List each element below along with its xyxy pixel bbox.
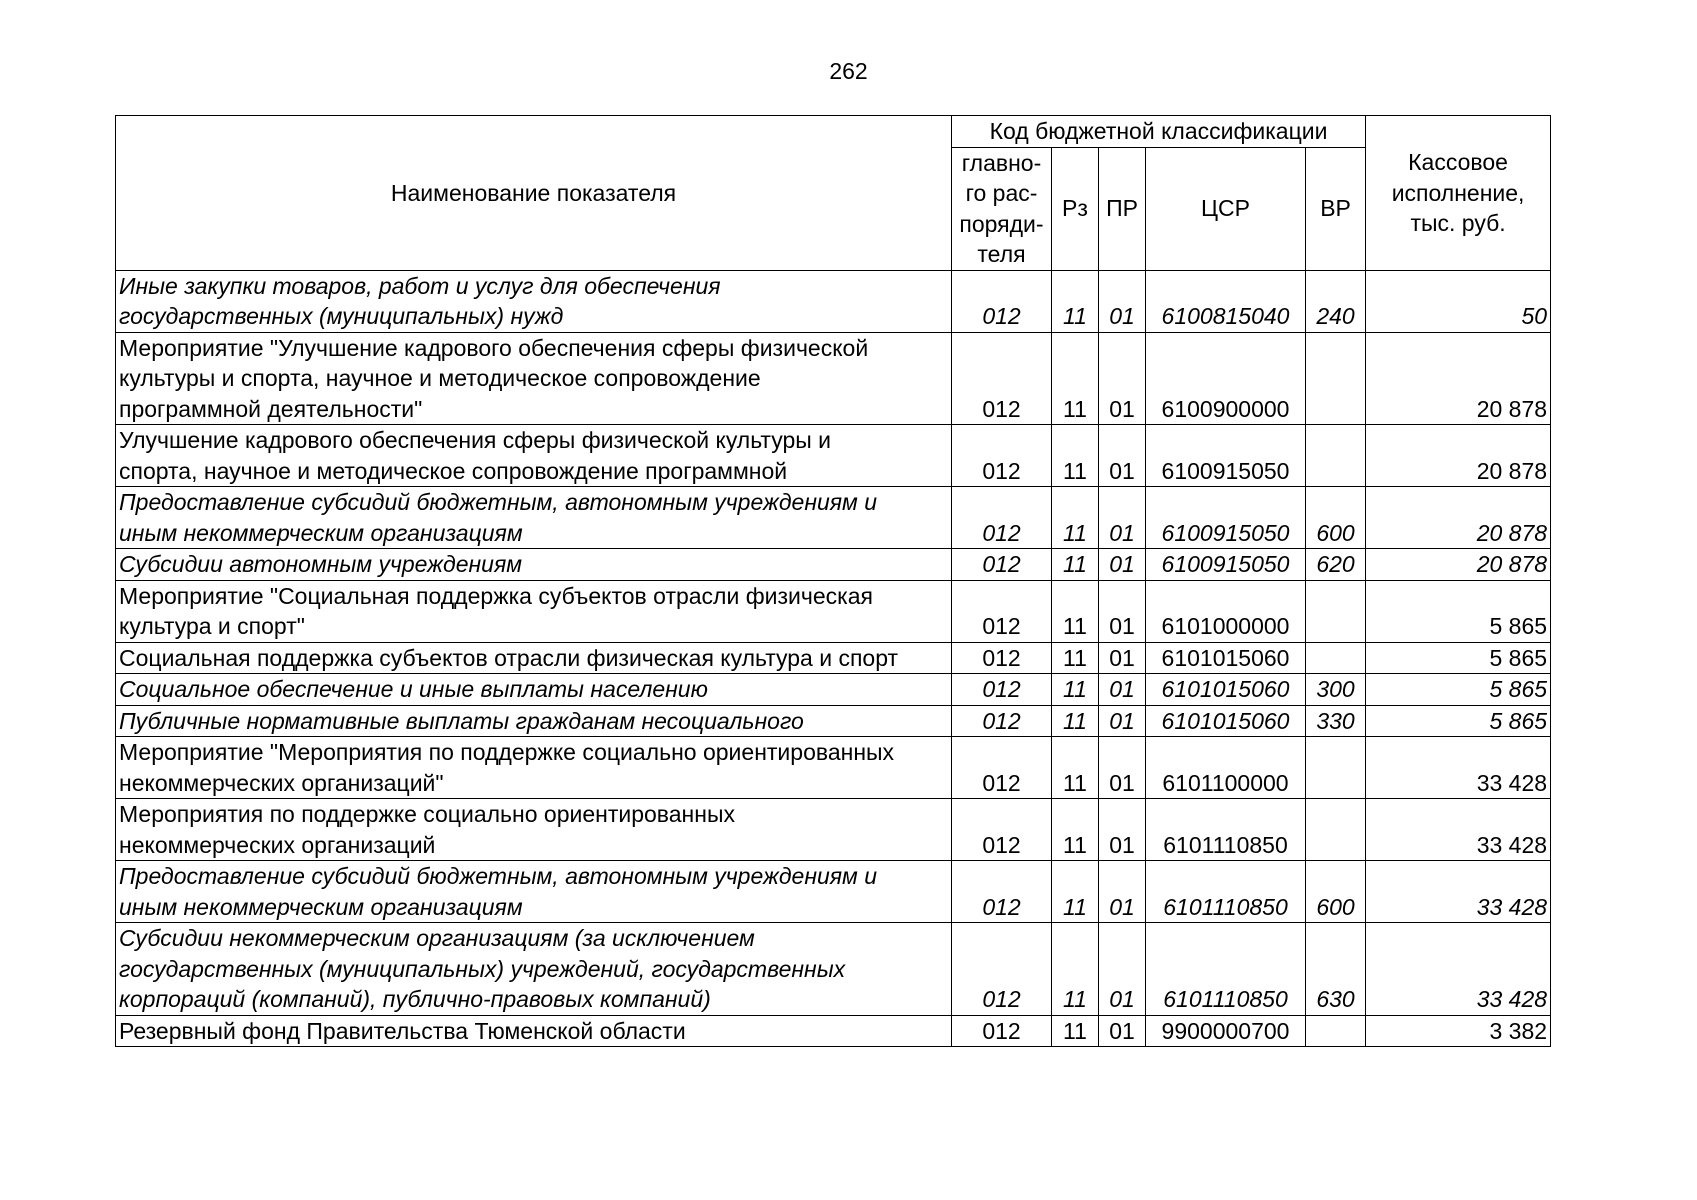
row-csr-code: 6101100000 <box>1146 737 1306 799</box>
table-row <box>116 1015 1551 1047</box>
row-rz-code: 11 <box>1052 737 1099 799</box>
row-vr-code <box>1306 799 1366 861</box>
row-name: Мероприятие "Улучшение кадрового обеспечения сферы физической культуры и спорта, научное и методическое сопровождение программной деятельности" <box>116 332 952 425</box>
table-row <box>116 549 1551 581</box>
header-sum: Кассовое исполнение, тыс. руб. <box>1366 116 1551 271</box>
row-gr-code: 012 <box>952 861 1052 923</box>
table-row <box>116 580 1551 642</box>
table-row <box>116 861 1551 923</box>
table-row <box>116 332 1551 425</box>
row-vr-code: 300 <box>1306 674 1366 706</box>
row-rz-code: 11 <box>1052 674 1099 706</box>
row-vr-code: 600 <box>1306 487 1366 549</box>
row-gr-code: 012 <box>952 487 1052 549</box>
row-name: Субсидии некоммерческим организациям (за исключением государственных (муниципальных) учреждений, государственных корпораций (компаний), публично-правовых компаний) <box>116 923 952 1016</box>
row-rz-code: 11 <box>1052 425 1099 487</box>
table-row <box>116 270 1551 332</box>
row-gr-code: 012 <box>952 674 1052 706</box>
row-vr-code: 630 <box>1306 923 1366 1016</box>
row-name: Предоставление субсидий бюджетным, автономным учреждениям и иным некоммерческим организациям <box>116 861 952 923</box>
row-pr-code: 01 <box>1099 737 1146 799</box>
row-vr-code: 600 <box>1306 861 1366 923</box>
row-csr-code: 6101015060 <box>1146 674 1306 706</box>
row-csr-code: 6101110850 <box>1146 799 1306 861</box>
row-sum: 5 865 <box>1366 580 1551 642</box>
row-sum: 33 428 <box>1366 923 1551 1016</box>
row-vr-code: 240 <box>1306 270 1366 332</box>
row-pr-code: 01 <box>1099 799 1146 861</box>
row-csr-code: 6101000000 <box>1146 580 1306 642</box>
table-body <box>116 270 1551 1047</box>
row-rz-code: 11 <box>1052 705 1099 737</box>
row-vr-code <box>1306 1015 1366 1047</box>
row-pr-code: 01 <box>1099 487 1146 549</box>
row-pr-code: 01 <box>1099 549 1146 581</box>
row-name: Социальная поддержка субъектов отрасли физическая культура и спорт <box>116 642 952 674</box>
row-pr-code: 01 <box>1099 332 1146 425</box>
row-sum: 5 865 <box>1366 642 1551 674</box>
row-pr-code: 01 <box>1099 1015 1146 1047</box>
row-csr-code: 6100915050 <box>1146 549 1306 581</box>
row-csr-code: 6100900000 <box>1146 332 1306 425</box>
row-vr-code <box>1306 425 1366 487</box>
row-rz-code: 11 <box>1052 332 1099 425</box>
row-gr-code: 012 <box>952 580 1052 642</box>
row-csr-code: 6100915050 <box>1146 425 1306 487</box>
page-number: 262 <box>829 58 868 84</box>
row-vr-code <box>1306 642 1366 674</box>
row-gr-code: 012 <box>952 425 1052 487</box>
row-gr-code: 012 <box>952 799 1052 861</box>
header-rz: Рз <box>1052 147 1099 270</box>
row-gr-code: 012 <box>952 923 1052 1016</box>
row-rz-code: 11 <box>1052 549 1099 581</box>
row-vr-code <box>1306 737 1366 799</box>
header-gr: главно- го рас- поряди- теля <box>952 147 1052 270</box>
row-rz-code: 11 <box>1052 1015 1099 1047</box>
header-vr: ВР <box>1306 147 1366 270</box>
row-sum: 5 865 <box>1366 674 1551 706</box>
row-name: Улучшение кадрового обеспечения сферы физической культуры и спорта, научное и методическое сопровождение программной <box>116 425 952 487</box>
row-gr-code: 012 <box>952 1015 1052 1047</box>
row-name: Мероприятие "Социальная поддержка субъектов отрасли физическая культура и спорт" <box>116 580 952 642</box>
row-name: Публичные нормативные выплаты гражданам несоциального <box>116 705 952 737</box>
row-pr-code: 01 <box>1099 674 1146 706</box>
row-name: Резервный фонд Правительства Тюменской области <box>116 1015 952 1047</box>
table-row <box>116 425 1551 487</box>
row-sum: 33 428 <box>1366 861 1551 923</box>
header-code-group: Код бюджетной классификации <box>952 116 1366 148</box>
table-row <box>116 799 1551 861</box>
row-csr-code: 9900000700 <box>1146 1015 1306 1047</box>
row-rz-code: 11 <box>1052 580 1099 642</box>
row-sum: 33 428 <box>1366 737 1551 799</box>
row-gr-code: 012 <box>952 705 1052 737</box>
row-rz-code: 11 <box>1052 487 1099 549</box>
table-row <box>116 737 1551 799</box>
row-gr-code: 012 <box>952 332 1052 425</box>
row-pr-code: 01 <box>1099 705 1146 737</box>
row-name: Предоставление субсидий бюджетным, автономным учреждениям и иным некоммерческим организациям <box>116 487 952 549</box>
row-gr-code: 012 <box>952 270 1052 332</box>
row-sum: 3 382 <box>1366 1015 1551 1047</box>
row-rz-code: 11 <box>1052 799 1099 861</box>
row-sum: 20 878 <box>1366 332 1551 425</box>
table-row <box>116 642 1551 674</box>
row-gr-code: 012 <box>952 549 1052 581</box>
row-pr-code: 01 <box>1099 425 1146 487</box>
row-csr-code: 6100815040 <box>1146 270 1306 332</box>
row-sum: 20 878 <box>1366 425 1551 487</box>
table-row <box>116 705 1551 737</box>
header-csr: ЦСР <box>1146 147 1306 270</box>
row-sum: 20 878 <box>1366 487 1551 549</box>
row-name: Мероприятия по поддержке социально ориентированных некоммерческих организаций <box>116 799 952 861</box>
row-csr-code: 6101015060 <box>1146 705 1306 737</box>
row-csr-code: 6101110850 <box>1146 923 1306 1016</box>
row-pr-code: 01 <box>1099 580 1146 642</box>
row-rz-code: 11 <box>1052 923 1099 1016</box>
row-vr-code: 330 <box>1306 705 1366 737</box>
row-rz-code: 11 <box>1052 642 1099 674</box>
table-row <box>116 674 1551 706</box>
table-row <box>116 923 1551 1016</box>
header-name: Наименование показателя <box>116 116 952 271</box>
row-pr-code: 01 <box>1099 270 1146 332</box>
row-pr-code: 01 <box>1099 923 1146 1016</box>
row-csr-code: 6100915050 <box>1146 487 1306 549</box>
row-vr-code: 620 <box>1306 549 1366 581</box>
row-pr-code: 01 <box>1099 861 1146 923</box>
row-sum: 20 878 <box>1366 549 1551 581</box>
header-pr: ПР <box>1099 147 1146 270</box>
row-csr-code: 6101015060 <box>1146 642 1306 674</box>
row-pr-code: 01 <box>1099 642 1146 674</box>
row-gr-code: 012 <box>952 642 1052 674</box>
row-name: Иные закупки товаров, работ и услуг для обеспечения государственных (муниципальных) нужд <box>116 270 952 332</box>
row-csr-code: 6101110850 <box>1146 861 1306 923</box>
row-vr-code <box>1306 580 1366 642</box>
row-vr-code <box>1306 332 1366 425</box>
budget-table <box>115 115 1551 1047</box>
row-sum: 33 428 <box>1366 799 1551 861</box>
row-name: Субсидии автономным учреждениям <box>116 549 952 581</box>
row-gr-code: 012 <box>952 737 1052 799</box>
row-sum: 50 <box>1366 270 1551 332</box>
row-rz-code: 11 <box>1052 270 1099 332</box>
table-header <box>116 116 1551 271</box>
row-name: Мероприятие "Мероприятия по поддержке социально ориентированных некоммерческих организаций" <box>116 737 952 799</box>
table-row <box>116 487 1551 549</box>
row-sum: 5 865 <box>1366 705 1551 737</box>
row-rz-code: 11 <box>1052 861 1099 923</box>
row-name: Социальное обеспечение и иные выплаты населению <box>116 674 952 706</box>
